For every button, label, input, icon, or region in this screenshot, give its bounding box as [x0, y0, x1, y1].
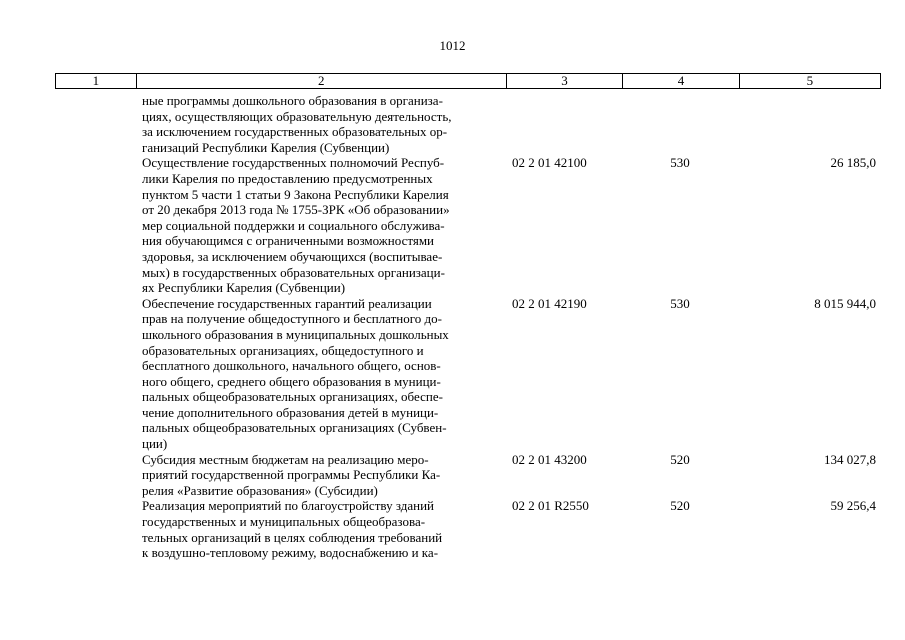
table-row	[0, 155, 905, 295]
page-number: 1012	[439, 38, 466, 53]
table-row	[0, 452, 905, 499]
row-amount: 26 185,0	[830, 155, 876, 171]
table-row	[0, 498, 905, 560]
row-expense-type: 530	[670, 295, 690, 311]
column-header-1: 1	[56, 74, 137, 89]
row-description: Обеспечение государственных гарантий реализации прав на получение общедоступного и бесплатного до- школьного образования в муниципальных дошкольных образовательных организациях, общедоступного и бесплатного дошкольного, начального общего, основ- ного общего, среднего общего образования в муници- пальных общеобразовательных организациях, обеспе- чение дополнительного образования детей в муници- пальных общеобразовательных организациях (Субвен- ции)	[142, 295, 449, 452]
row-target-code: 02 2 01 42190	[512, 295, 587, 311]
table-row	[0, 296, 905, 452]
row-expense-type: 530	[670, 155, 690, 171]
row-description: Осуществление государственных полномочий Респуб- лики Карелия по предоставлению предусмотренных пунктом 5 части 1 статьи 9 Закона Республики Карелия от 20 декабря 2013 года № 1755-ЗРК «Об образовании» мер социальной поддержки и социального обслужива- ния обучающимся с ограниченными возможностями здоровья, за исключением обучающихся (воспитывае- мых) в государственных образовательных организаци- ях Республики Карелия (Субвенции)	[142, 155, 450, 296]
row-expense-type: 520	[670, 498, 690, 514]
column-header-3: 3	[506, 74, 622, 89]
row-target-code: 02 2 01 R2550	[512, 498, 589, 514]
column-header-table	[55, 73, 881, 89]
row-expense-type: 520	[670, 451, 690, 467]
row-target-code: 02 2 01 42100	[512, 155, 587, 171]
budget-table-body	[0, 93, 905, 561]
row-description: ные программы дошкольного образования в организа- циях, осуществляющих образовательную деятельность, за исключением государственных образовательных ор- ганизаций Республики Карелия (Субвенции)	[142, 93, 452, 155]
column-header-row	[56, 74, 881, 89]
row-description: Реализация мероприятий по благоустройству зданий государственных и муниципальных общеобразова- тельных организаций в целях соблюдения требований к воздушно-тепловому режиму, водоснабжению и ка-	[142, 498, 443, 561]
row-amount: 8 015 944,0	[814, 295, 876, 311]
row-description: Субсидия местным бюджетам на реализацию меро- приятий государственной программы Республики Ка- релия «Развитие образования» (Субсидии)	[142, 451, 441, 498]
row-amount: 134 027,8	[824, 451, 876, 467]
column-header-5: 5	[739, 74, 880, 89]
row-target-code: 02 2 01 43200	[512, 451, 587, 467]
column-header-4: 4	[623, 74, 739, 89]
column-header-2: 2	[136, 74, 506, 89]
row-amount: 59 256,4	[830, 498, 876, 514]
table-row	[0, 93, 905, 155]
